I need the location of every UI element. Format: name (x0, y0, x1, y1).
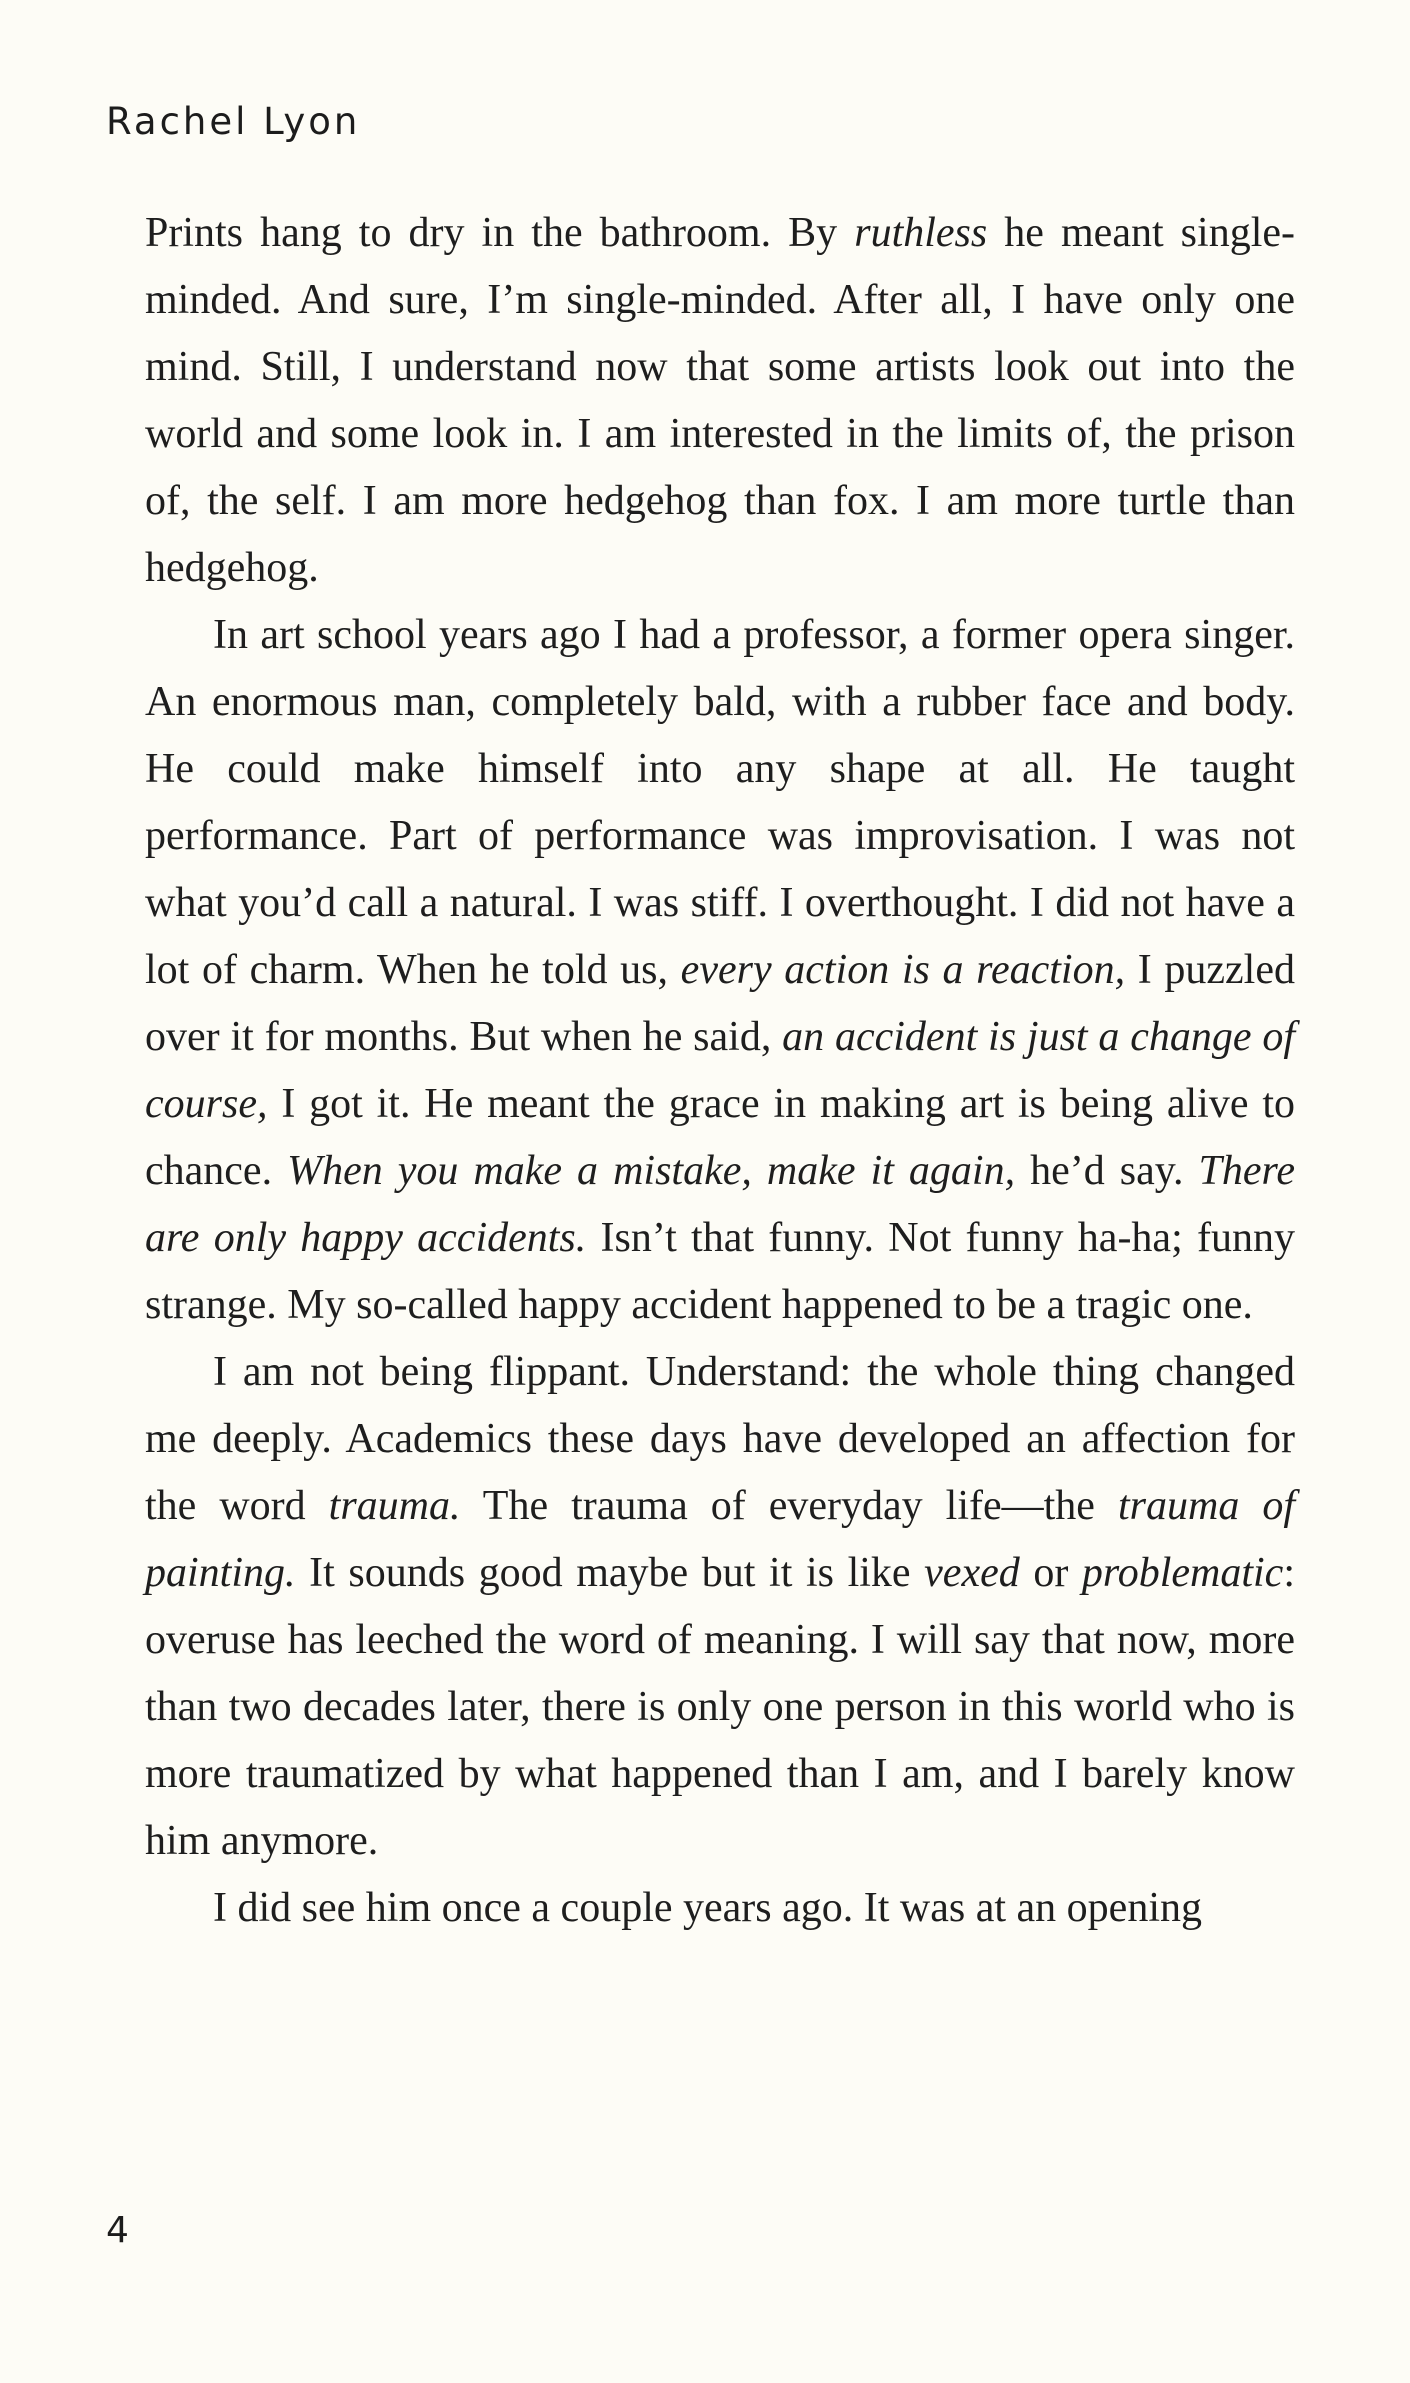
paragraph (145, 602, 1295, 1339)
italic-run: trauma. (328, 1483, 461, 1529)
text-run: I puzzled over it for months. But when he said, (145, 947, 1295, 1060)
paragraph (145, 1339, 1295, 1875)
italic-run: When you make a mistake, make it again, (287, 1148, 1016, 1194)
paragraph (145, 1875, 1295, 1942)
italic-run: an accident is just a change of course, (145, 1014, 1295, 1127)
italic-run: problematic (1081, 1550, 1284, 1596)
text-run: he meant single-minded. And sure, I’m single-minded. After all, I have only one mind. Still, I understand now that some artists look out into the world and some look in. I am interested in the limits of, the prison of, the self. I am more hedgehog than fox. I am more turtle than hedgehog. (145, 210, 1295, 591)
body-text (145, 200, 1295, 1942)
text-run: I got it. He meant the grace in making art is being alive to chance. (145, 1081, 1295, 1194)
italic-run: every action is a reaction, (680, 947, 1126, 993)
text-run: I did see him once a couple years ago. It was at an opening (213, 1885, 1202, 1931)
paragraph (145, 200, 1295, 602)
text-run: or (1019, 1550, 1082, 1596)
italic-run: There are only happy accidents. (145, 1148, 1295, 1261)
text-run: I am not being flippant. Understand: the whole thing changed me deeply. Academics these days have developed an affection for the word (145, 1349, 1295, 1529)
italic-run: ruthless (854, 210, 988, 256)
text-run: Prints hang to dry in the bathroom. By (145, 210, 855, 256)
text-run: In art school years ago I had a professor, a former opera singer. An enormous man, completely bald, with a rubber face and body. He could make himself into any shape at all. He taught performance. Part of performance was improvisation. I was not what you’d call a natural. I was stiff. I overthought. I did not have a lot of charm. When he told us, (145, 612, 1295, 993)
running-head: Rachel Lyon (106, 100, 361, 143)
text-run: he’d say. (1015, 1148, 1199, 1194)
text-run: Isn’t that funny. Not funny ha-ha; funny strange. My so-called happy accident happened to be a tragic one. (145, 1215, 1295, 1328)
text-run: The trauma of everyday life—the (460, 1483, 1118, 1529)
page-number: 4 (106, 2210, 129, 2251)
text-run: : overuse has leeched the word of meaning. I will say that now, more than two decades later, there is only one person in this world who is more traumatized by what happened than I am, and I barely know him anymore. (145, 1550, 1295, 1864)
text-run: It sounds good maybe but it is like (295, 1550, 925, 1596)
italic-run: trauma of painting. (145, 1483, 1295, 1596)
italic-run: vexed (924, 1550, 1020, 1596)
